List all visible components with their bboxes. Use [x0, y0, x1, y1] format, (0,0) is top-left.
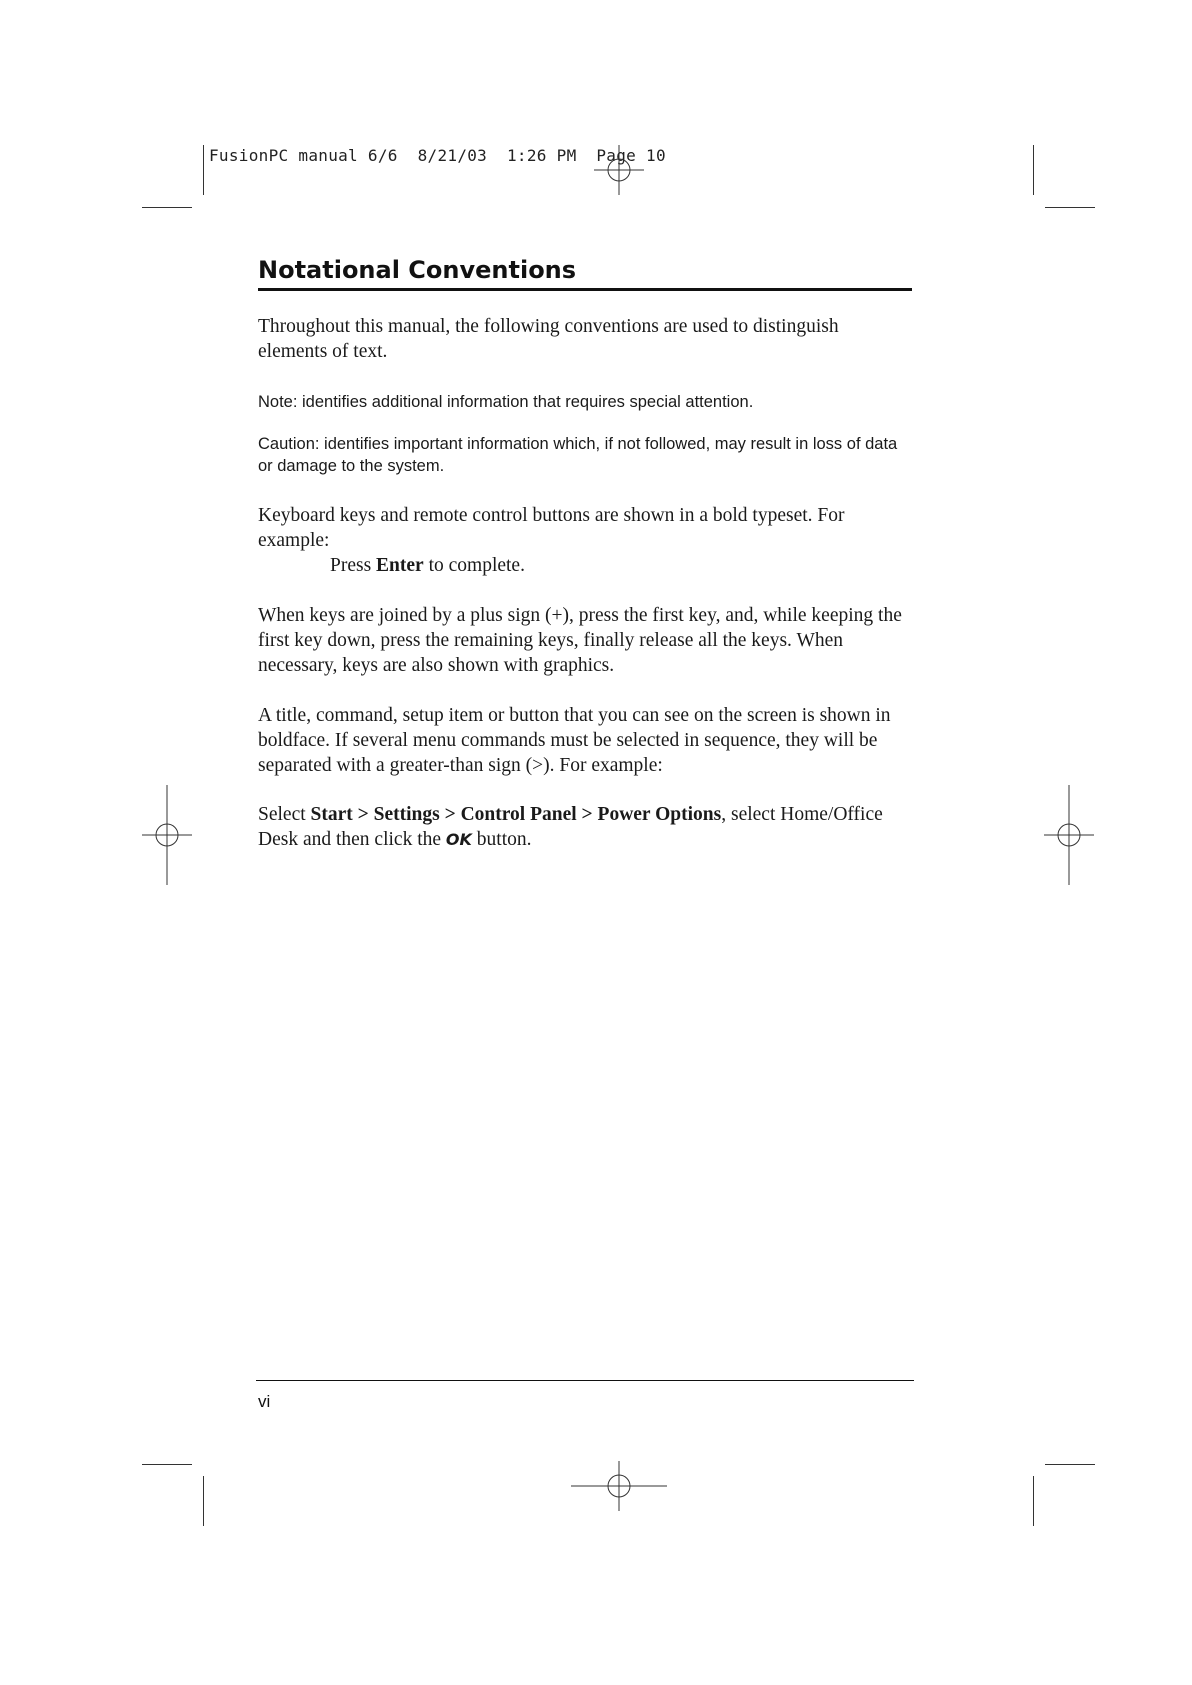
footer-rule [256, 1380, 914, 1381]
heading-underline [258, 288, 912, 291]
enter-key-label: Enter [376, 554, 424, 576]
crop-mark-top-left-horizontal [142, 207, 192, 208]
select-suffix: button. [471, 828, 532, 850]
crop-mark-top-right-horizontal [1045, 207, 1095, 208]
print-slug-line: FusionPC manual 6/6 8/21/03 1:26 PM Page 10 [209, 146, 666, 165]
crop-mark-bottom-right-horizontal [1045, 1464, 1095, 1465]
select-example-paragraph [258, 802, 912, 852]
registration-mark-right-icon [1019, 785, 1119, 885]
crop-mark-top-left-vertical [203, 145, 204, 195]
menu-path: Start > Settings > Control Panel > Power Options [310, 803, 722, 825]
select-middle: , select Home/Office Desk and then click the [258, 803, 883, 850]
keyboard-example [258, 553, 912, 578]
keyboard-example-suffix: to complete. [423, 554, 525, 576]
note-paragraph: Note: identifies additional information that requires special attention. [258, 393, 754, 411]
crop-mark-bottom-left-vertical [203, 1476, 204, 1526]
page-number: vi [258, 1392, 271, 1411]
plus-sign-paragraph: When keys are joined by a plus sign (+), press the first key, and, while keeping the first key down, press the remaining keys, finally release all the keys. When necessary, keys are also shown with graphics. [258, 604, 902, 676]
intro-paragraph: Throughout this manual, the following conventions are used to distinguish elements of text. [258, 316, 839, 362]
page-title: Notational Conventions [258, 256, 577, 284]
crop-mark-bottom-left-horizontal [142, 1464, 192, 1465]
main-content [258, 314, 912, 852]
registration-mark-top-icon [569, 120, 669, 220]
crop-mark-bottom-right-vertical [1033, 1476, 1034, 1526]
crop-mark-top-right-vertical [1033, 145, 1034, 195]
ok-button-label: OK [445, 829, 472, 849]
caution-paragraph: Caution: identifies important information which, if not followed, may result in loss of data or damage to the system. [258, 434, 898, 475]
registration-mark-left-icon [117, 785, 217, 885]
registration-mark-bottom-icon [569, 1436, 669, 1536]
boldface-paragraph: A title, command, setup item or button that you can see on the screen is shown in boldface. If several menu commands must be selected in sequence, they will be separated with a greater-than sign (>). For example: [258, 704, 891, 776]
keyboard-example-prefix: Press [330, 554, 377, 576]
select-prefix: Select [258, 803, 311, 825]
keyboard-paragraph: Keyboard keys and remote control buttons are shown in a bold typeset. For example: [258, 504, 845, 551]
